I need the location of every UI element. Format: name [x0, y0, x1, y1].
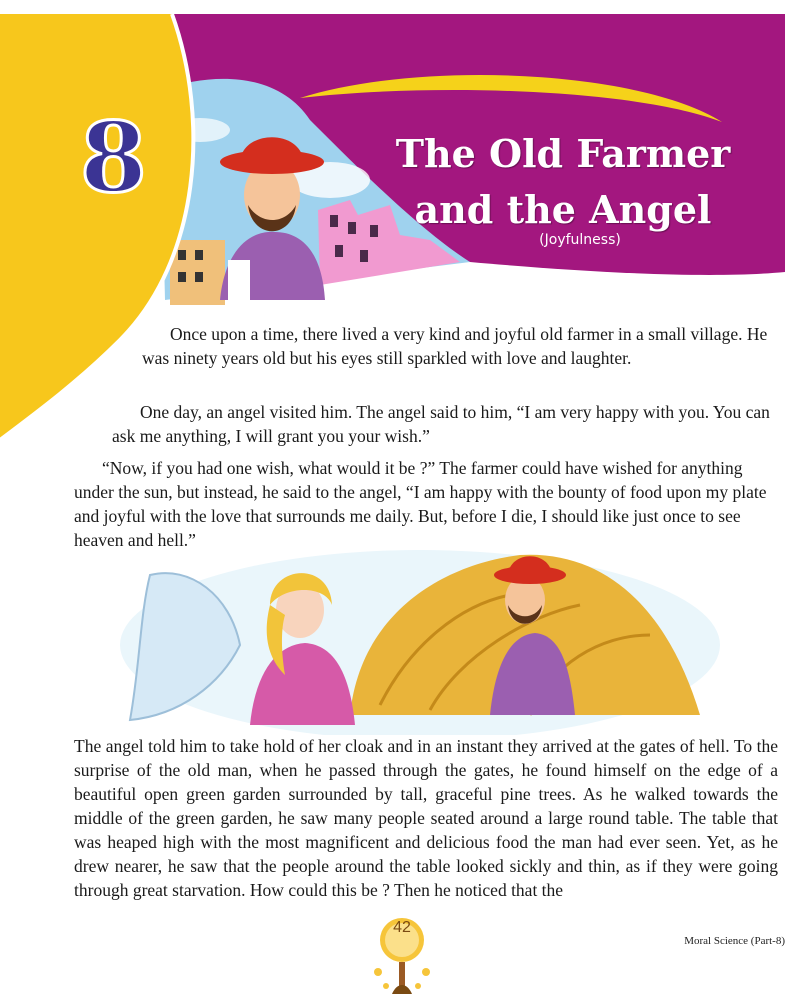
yellow-arc — [0, 14, 193, 440]
page-number: 42 — [393, 919, 411, 936]
chapter-title — [388, 126, 738, 238]
story-paragraph-1: Once upon a time, there lived a very kind and joyful old farmer in a small village. He was ninety years old but his eyes still sparkled with love and laughter. — [142, 324, 768, 368]
story-paragraph-2: One day, an angel visited him. The angel said to him, “I am very happy with you. You can ask me anything, I will grant you your wish.” — [112, 402, 770, 446]
story-paragraph-4: The angel told him to take hold of her cloak and in an instant they arrived at the gates of hell. To the surprise of the old man, when he passed through the gates, he found himself on the edge of a beautiful open green garden surrounded by tall, graceful pine trees. As he walked towards the middle of the green garden, he saw many people seated around a large round table. The table that was heaped high with the most magnificent and delicious food the man had ever seen. Yet, as he drew nearer, he saw that the people around the table looked sickly and thin, as if they were going through great starvation. How could this be ? Then he noticed that the — [74, 736, 778, 900]
chapter-title-line1: The Old Farmer — [395, 131, 731, 176]
angel-farmer-illustration — [110, 525, 730, 735]
book-title-footer: Moral Science (Part-8) — [684, 935, 785, 947]
story-paragraph-3: “Now, if you had one wish, what would it be ?” The farmer could have wished for anything under the sun, but instead, he said to the angel, “I am happy with the bounty of food upon my plate and joyful with the love that surrounds me daily. But, before I die, I should like just once to see heaven and hell.” — [74, 458, 767, 550]
chapter-subtitle: (Joyfulness) — [539, 232, 621, 248]
chapter-number: 8 — [80, 101, 147, 214]
chapter-title-line2: and the Angel — [414, 187, 712, 232]
